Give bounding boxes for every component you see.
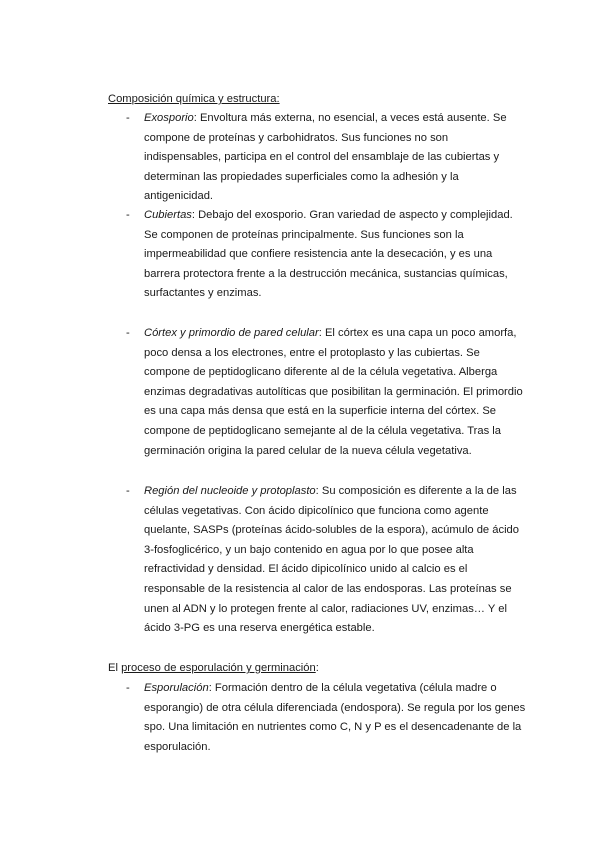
list-item-body xyxy=(144,206,528,304)
list-item-nucleoide xyxy=(108,482,528,642)
list-item-body xyxy=(144,482,528,639)
list-bullet: - xyxy=(126,112,130,124)
list-item-text: : Envoltura más externa, no esencial, a veces está ausente. Se compone de proteínas y carbohidratos. Sus funciones no son indispensables, participa en el control del ensamblaje de las cubiertas y determinan las propiedades superficiales como la adhesión y la antigenicidad. xyxy=(144,112,507,203)
list-bullet: - xyxy=(126,485,130,497)
list-item-term: Región del nucleoide y protoplasto xyxy=(144,485,316,497)
section-heading-prefix: El xyxy=(108,662,122,674)
list-bullet: - xyxy=(126,682,130,694)
section-heading-esporulacion xyxy=(108,660,319,676)
list-item-body xyxy=(144,324,528,461)
list-item-cortex xyxy=(108,324,528,464)
list-item-cubiertas xyxy=(108,206,528,306)
list-item-esporulacion xyxy=(108,679,528,759)
list-item-exosporio xyxy=(108,109,528,203)
section-heading-text: Composición química y estructura: xyxy=(108,93,280,105)
list-item-text: : Debajo del exosporio. Gran variedad de aspecto y complejidad. Se componen de proteínas principalmente. Sus funciones son la impermeabilidad que confiere resistencia ante la desecación, y es una barrera protectora frente a la destrucción mecánica, sustancias químicas, surfactantes y enzimas. xyxy=(144,209,513,300)
section-heading-suffix: : xyxy=(315,662,319,674)
list-item-term: Córtex y primordio de pared celular xyxy=(144,327,319,339)
section-heading-text: proceso de esporulación y germinación xyxy=(121,662,316,674)
list-item-term: Exosporio xyxy=(144,112,194,124)
list-item-text: : El córtex es una capa un poco amorfa, poco densa a los electrones, entre el protoplasto y las cubiertas. Se compone de peptidoglicano diferente al de la célula vegetativa. Alberga enzimas degradativas autolíticas que posibilitan la germinación. El primordio es una capa más densa que está en la superficie interna del córtex. Se compone de peptidoglicano semejante al de la célula vegetativa. Tras la germinación origina la pared celular de la nueva célula vegetativa. xyxy=(144,327,523,457)
list-item-term: Cubiertas xyxy=(144,209,192,221)
list-item-text: : Su composición es diferente a la de las células vegetativas. Con ácido dipicolínico que funciona como agente quelante, SASPs (proteínas ácido-solubles de la espora), acúmulo de ácido 3-fosfoglicérico, y un bajo contenido en agua por lo que posee alta refractividad y densidad. El ácido dipicolínico unido al calcio es el responsable de la resistencia al calor de las endosporas. Las proteínas se unen al ADN y lo protegen frente al calor, radiaciones UV, enzimas… Y el ácido 3-PG es una reserva energética estable. xyxy=(144,485,520,635)
list-item-text: : Formación dentro de la célula vegetativa (célula madre o esporangio) de otra célula diferenciada (endospora). Se regula por los genes spo. Una limitación en nutrientes como C, N y P es el desencadenante de la esporulación. xyxy=(144,682,526,753)
list-bullet: - xyxy=(126,209,130,221)
list-item-body xyxy=(144,679,528,757)
section-heading-composicion xyxy=(108,91,280,107)
list-bullet: - xyxy=(126,327,130,339)
list-item-body xyxy=(144,109,528,207)
list-item-term: Esporulación xyxy=(144,682,209,694)
